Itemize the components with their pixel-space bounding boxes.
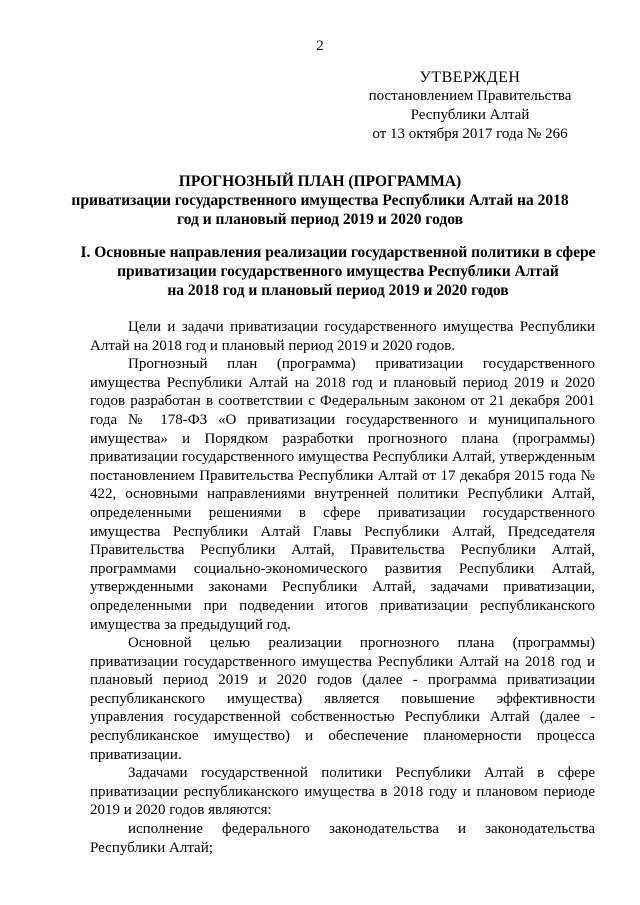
title-line-1: ПРОГНОЗНЫЙ ПЛАН (ПРОГРАММА) — [178, 173, 462, 190]
document-title — [60, 172, 580, 229]
paragraph: исполнение федерального законодательства и законодательства Республики Алтай; — [90, 821, 595, 856]
body-text — [90, 318, 595, 857]
section-line-1: I. Основные направления реализации государственной политики в сфере — [80, 244, 596, 261]
title-line-2: приватизации государственного имущества Республики Алтай на 2018 — [71, 192, 569, 209]
paragraph: Основной целью реализации прогнозного плана (программы) приватизации государственного имущества Республики Алтай на 2018 год и плановый период 2019 и 2020 годов (далее - программа приватизации республиканского имущества) является повышение эффективности управления государственной собственностью Республики Алтай (далее - республиканское имущество) и обеспечение планомерности процесса приватизации. — [90, 635, 595, 763]
title-line-3: год и плановый период 2019 и 2020 годов — [177, 211, 463, 228]
paragraph: Цели и задачи приватизации государственного имущества Республики Алтай на 2018 год и плановый период 2019 и 2020 годов. — [90, 319, 595, 354]
approved-line-2: Республики Алтай — [410, 107, 530, 123]
approval-stamp — [360, 68, 580, 144]
approved-title: УТВЕРЖДЕН — [419, 69, 521, 86]
paragraph: Прогнозный план (программа) приватизации государственного имущества Республики Алтай на 2018 год и плановый период 2019 и 2020 годов разработан в соответствии с Федеральным законом от 21 декабря 2001 года № 178-ФЗ «О приватизации государственного и муниципального имущества» и Порядком разработки прогнозного плана (программы) приватизации государственного имущества Республики Алтай, утвержденным постановлением Правительства Республики Алтай от 17 декабря 2015 года № 422, основными направлениями внутренней политики Республики Алтай, определенными решениями в сфере приватизации государственного имущества Республики Алтай Главы Республики Алтай, Председателя Правительства Республики Алтай, Правительства Республики Алтай, программами социально-экономического развития Республики Алтай, утвержденными законами Республики Алтай, задачами приватизации, определенными при подведении итогов приватизации республиканского имущества за предыдущий год. — [90, 356, 595, 633]
paragraph: Задачами государственной политики Республики Алтай в сфере приватизации республиканского имущества в 2018 году и плановом периоде 2019 и 2020 годов являются: — [90, 765, 595, 819]
section-heading — [78, 243, 598, 300]
approved-line-3: от 13 октября 2017 года № 266 — [372, 126, 568, 142]
approved-line-1: постановлением Правительства — [368, 88, 572, 104]
section-line-2: приватизации государственного имущества Республики Алтай — [117, 263, 559, 280]
page-number: 2 — [316, 38, 324, 54]
section-line-3: на 2018 год и плановый период 2019 и 2020 годов — [167, 282, 509, 299]
